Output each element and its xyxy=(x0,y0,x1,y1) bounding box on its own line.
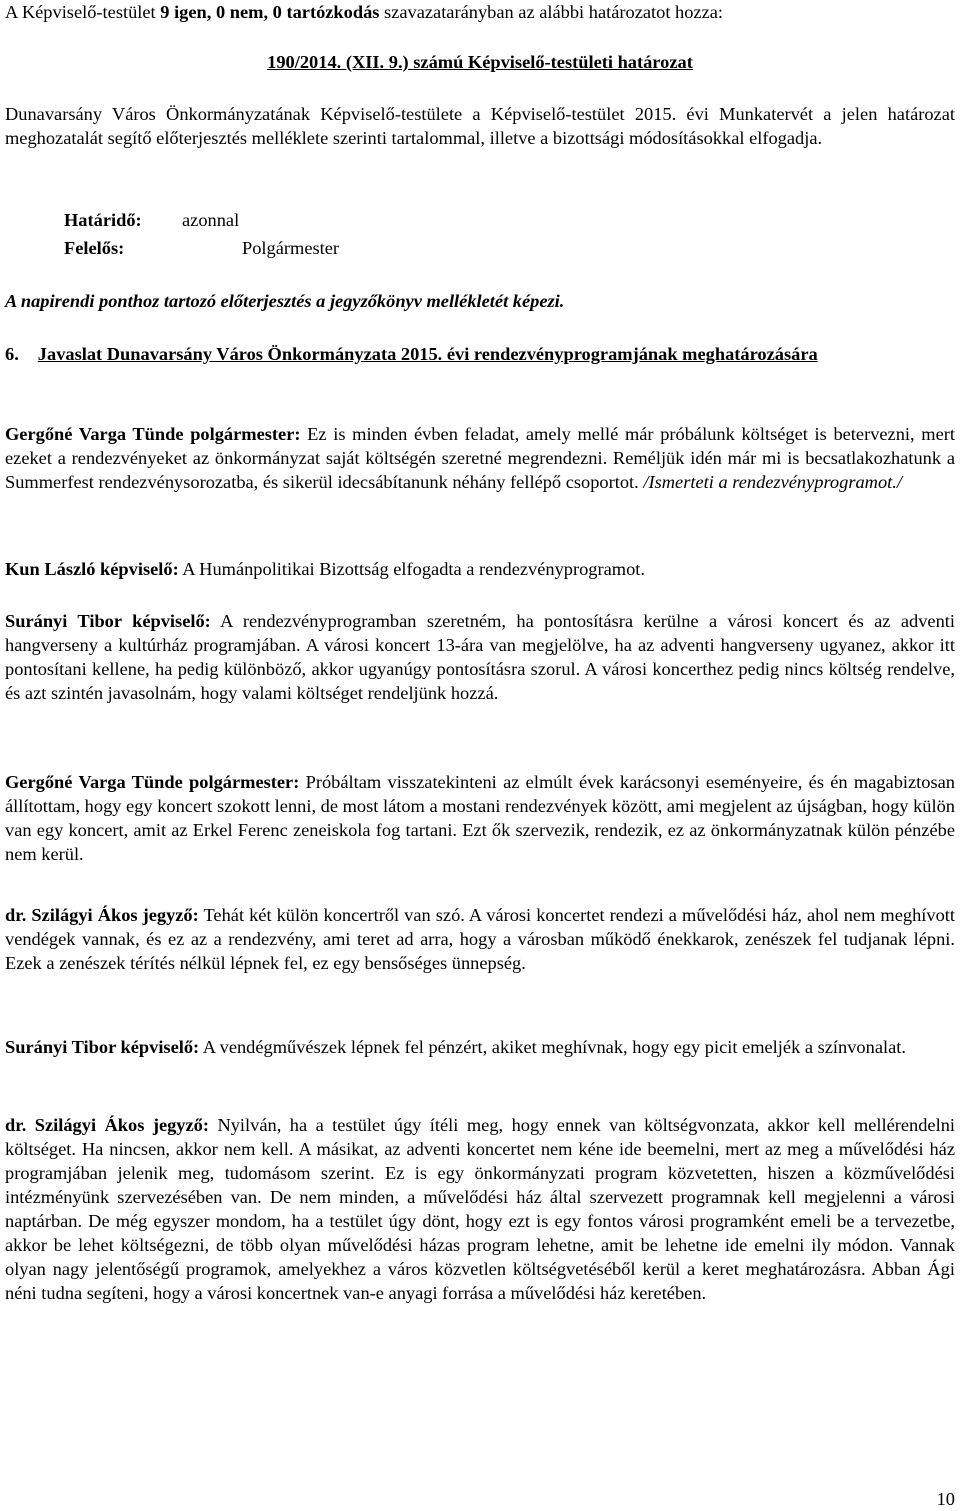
vote-outro-text: szavazatarányban az alábbi határozatot hozza: xyxy=(379,2,724,22)
responsible-value: Polgármester xyxy=(242,238,340,258)
deadline-value: azonnal xyxy=(182,210,240,230)
speech-text: A vendégművészek lépnek fel pénzért, akiket meghívnak, hogy egy picit emeljék a színvonalat. xyxy=(199,1037,906,1057)
page-number: 10 xyxy=(936,1489,955,1509)
speech-paragraph-7 xyxy=(5,1113,955,1305)
speech-text: Tehát két külön koncertről van szó. A városi koncertet rendezi a művelődési ház, ahol nem meghívott vendégek vannak, és ez az a rendezvény, ami teret ad arra, hogy a városban működő énekkarok, zenészek fel tudjanak lépni. Ezek a zenészek térítés nélkül lépnek fel, ez egy bensőséges ünnepség. xyxy=(5,905,955,973)
speaker-name: Surányi Tibor képviselő: xyxy=(5,611,211,631)
speech-text: A Humánpolitikai Bizottság elfogadta a rendezvényprogramot. xyxy=(178,559,645,579)
speech-note: /Ismerteti a rendezvényprogramot./ xyxy=(643,472,902,492)
speech-text: Próbáltam visszatekinteni az elmúlt évek karácsonyi eseményeire, és én magabiztosan állítottam, hogy egy koncert szokott lenni, de most látom a mostani rendezvények között, ami megjelent az újságban, hogy külön van egy koncert, amit az Erkel Ferenc zeneiskola fog tartani. Ezt ők szervezik, rendezik, ez az önkormányzatnak külön pénzébe nem kerül. xyxy=(5,772,955,864)
speech-paragraph-2 xyxy=(5,557,955,581)
vote-count: 9 igen, 0 nem, 0 tartózkodás xyxy=(160,2,380,22)
attachment-note: A napirendi ponthoz tartozó előterjesztés a jegyzőkönyv mellékletét képezi. xyxy=(5,291,565,311)
speaker-name: Gergőné Varga Tünde polgármester: xyxy=(5,424,301,444)
speech-text: Ez is minden évben feladat, amely mellé már próbálunk költséget is betervezni, mert ezeket a rendezvényeket az önkormányzat saját költségén szeretné megrendezni. Reméljük idén már mi is becsatlakozhatunk a Summerfest rendezvénysorozatba, és sikerül idecsábítanunk néhány fellépő csoportot. xyxy=(5,424,955,492)
deadline-block xyxy=(64,208,664,260)
resolution-title: 190/2014. (XII. 9.) számú Képviselő-testületi határozat xyxy=(267,52,693,72)
vote-intro-text: A Képviselő-testület xyxy=(5,2,161,22)
responsible-label: Felelős: xyxy=(64,238,125,258)
speech-paragraph-4 xyxy=(5,770,955,866)
agenda-item xyxy=(5,342,955,366)
speech-paragraph-1 xyxy=(5,422,955,494)
agenda-number: 6. xyxy=(5,344,19,364)
speech-paragraph-5 xyxy=(5,903,955,975)
speech-text: A rendezvényprogramban szeretném, ha pontosításra kerülne a városi koncert és az adventi hangverseny a kultúrház programjában. A városi koncert 13-ára van megjelölve, ha az adventi hangverseny ugyanez, akkor itt pontosítani kellene, ha pedig különböző, akkor ugyanúgy pontosításra szorul. A városi koncerthez pedig nincs költség rendelve, és azt szintén javasolnám, hogy valami költséget rendeljünk hozzá. xyxy=(5,611,955,703)
speech-paragraph-6 xyxy=(5,1035,955,1059)
deadline-label: Határidő: xyxy=(64,210,142,230)
speech-text: Nyilván, ha a testület úgy ítéli meg, hogy ennek van költségvonzata, akkor kell mellérendelni költséget. Ha nincsen, akkor nem kell. A másikat, az adventi koncertet nem kéne ide beemelni, mert az meg a művelődési ház programjában jelenik meg, tudomásom szerint. Ez is egy önkormányzati program közvetetten, hiszen a közművelődési intézményünk szervezésében van. De nem minden, a művelődési ház által szervezett programnak kell megjelenni a városi naptárban. De még egyszer mondom, ha a testület úgy dönt, hogy ezt is egy fontos városi programként emeli be a tervezetbe, akkor be lehet költségezni, de több olyan művelődési házas program lehetne, amit be lehetne ide emelni ily módon. Vannak olyan nagy jelentőségű programok, amelyekhez a város közvetlen költségvetéséből kerül a keret meghatározásra. Abban Ági néni tudna segíteni, hogy a városi koncertnek van-e anyagi forrása a művelődési ház keretében. xyxy=(5,1115,955,1303)
agenda-title: Javaslat Dunavarsány Város Önkormányzata 2015. évi rendezvényprogramjának meghatározására xyxy=(37,344,818,364)
resolution-body: Dunavarsány Város Önkormányzatának Képviselő-testülete a Képviselő-testület 2015. évi Munkatervét a jelen határozat meghozatalát segítő előterjesztés melléklete szerinti tartalommal, illetve a bizottsági módosításokkal elfogadja. xyxy=(5,104,955,148)
speaker-name: dr. Szilágyi Ákos jegyző: xyxy=(5,905,199,925)
speaker-name: Kun László képviselő: xyxy=(5,559,179,579)
responsible-row xyxy=(64,236,664,260)
speaker-name: Gergőné Varga Tünde polgármester: xyxy=(5,772,300,792)
speaker-name: dr. Szilágyi Ákos jegyző: xyxy=(5,1115,209,1135)
vote-result-line xyxy=(5,0,955,24)
speech-paragraph-3 xyxy=(5,609,955,705)
speaker-name: Surányi Tibor képviselő: xyxy=(5,1037,200,1057)
deadline-row xyxy=(64,208,664,232)
